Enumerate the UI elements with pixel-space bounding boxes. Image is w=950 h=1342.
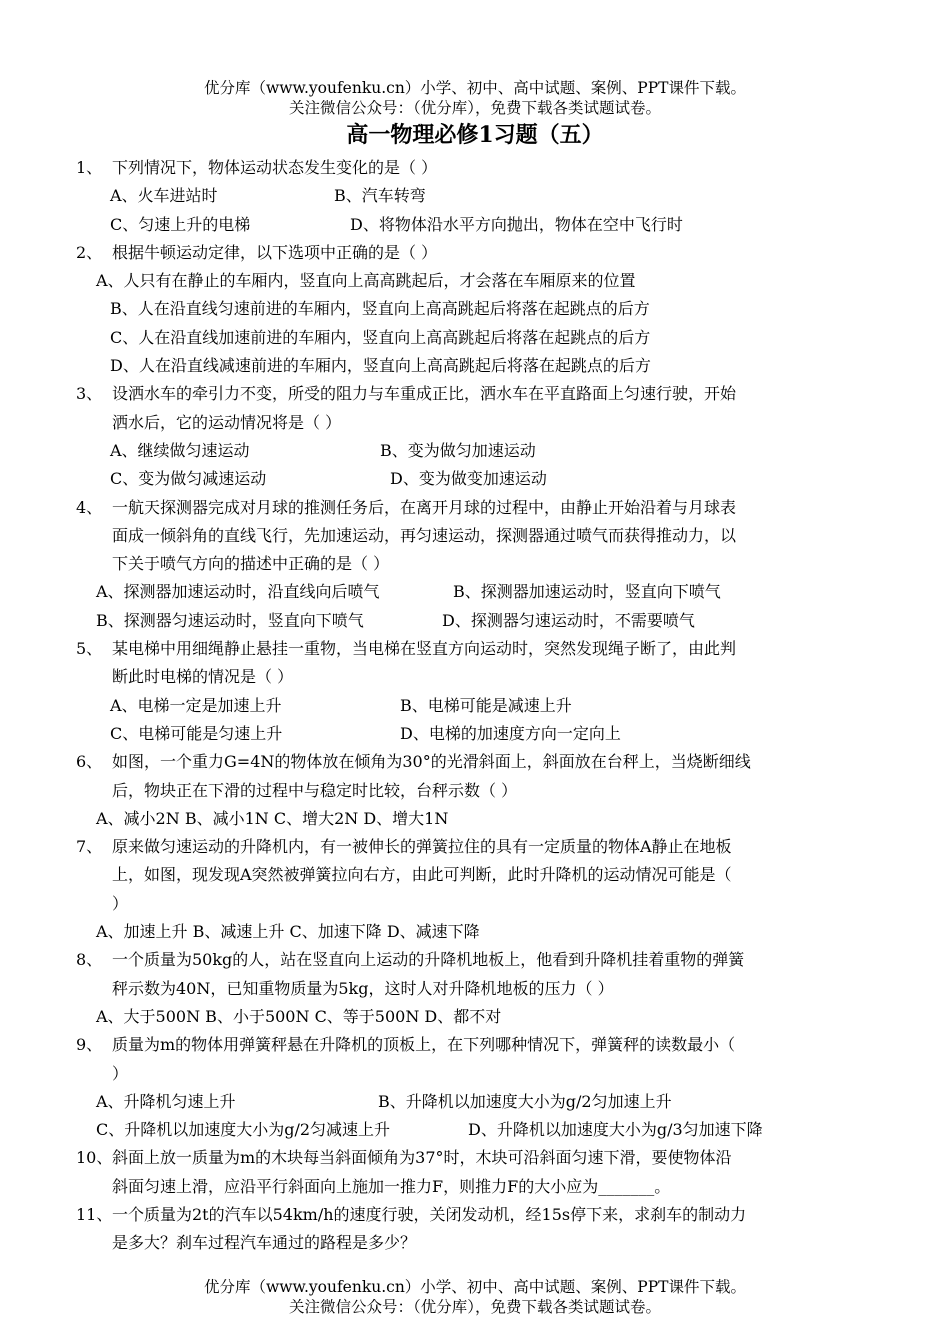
- question-number: 7、: [76, 837, 103, 857]
- question-number: 3、: [76, 384, 103, 404]
- question-5: [76, 635, 876, 663]
- option-c: C、人在沿直线加速前进的车厢内，竖直向上高高跳起后将落在起跳点的后方: [110, 327, 651, 347]
- option-b: B、变为做匀加速运动: [380, 440, 536, 460]
- option-d: D、电梯的加速度方向一定向上: [400, 723, 621, 743]
- question-text: 质量为m的物体用弹簧秤悬在升降机的顶板上，在下列哪种情况下，弹簧秤的读数最小（: [112, 1035, 736, 1055]
- option-a: A、人只有在静止的车厢内，竖直向上高高跳起后，才会落在车厢原来的位置: [96, 271, 636, 291]
- question-number: 1、: [76, 158, 103, 177]
- question-number: 6、: [76, 752, 103, 772]
- question-text: 一个质量为2t的汽车以54km/h的速度行驶，关闭发动机，经15s停下来，求刹车的制动力: [112, 1204, 747, 1224]
- question-text-continued: 面成一倾斜角的直线飞行，先加速运动，再匀速运动，探测器通过喷气而获得推动力，以: [112, 525, 737, 545]
- option-c: C、变为做匀减速运动: [110, 469, 267, 489]
- question-text: 一个质量为50kg的人，站在竖直向上运动的升降机地板上，他看到升降机挂着重物的弹簧: [112, 950, 745, 970]
- option-a: A、升降机匀速上升: [96, 1091, 236, 1111]
- option-a: A、火车进站时: [110, 186, 218, 206]
- option-b: B、升降机以加速度大小为g/2匀加速上升: [378, 1091, 672, 1111]
- question-number: 5、: [76, 639, 103, 659]
- option-b: B、探测器加速运动时，竖直向下喷气: [453, 582, 721, 602]
- question-text-continued: 秤示数为40N，已知重物质量为5kg，这时人对升降机地板的压力（ ）: [112, 978, 614, 998]
- question-4: [76, 494, 876, 522]
- header-line-2: 关注微信公众号：（优分库），免费下载各类试题试卷。: [288, 99, 661, 117]
- question-text-continued: 断此时电梯的情况是（ ）: [112, 667, 294, 687]
- options-row: [76, 182, 876, 210]
- question-number: 4、: [76, 497, 103, 517]
- footer-line-2: 关注微信公众号：（优分库），免费下载各类试题试卷。: [288, 1298, 661, 1316]
- question-text-continued: 后，物块正在下滑的过程中与稳定时比较，台秤示数（ ）: [112, 780, 518, 800]
- question-number: 9、: [76, 1035, 103, 1055]
- options-row: A、大于500N B、小于500N C、等于500N D、都不对: [96, 1006, 502, 1026]
- question-text-continued: 是多大？刹车过程汽车通过的路程是多少？: [112, 1233, 417, 1253]
- options-row: A、加速上升 B、减速上升 C、加速下降 D、减速下降: [96, 922, 480, 942]
- question-6: [76, 748, 876, 776]
- footer-line-1: 优分库（www.youfenku.cn）小学、初中、高中试题、案例、PPT课件下载。: [203, 1278, 747, 1296]
- option-c: B、探测器匀速运动时，竖直向下喷气: [96, 610, 364, 630]
- option-d: D、升降机以加速度大小为g/3匀加速下降: [468, 1120, 763, 1140]
- options-row: [76, 1088, 876, 1116]
- question-text: 一航天探测器完成对月球的推测任务后，在离开月球的过程中，由静止开始沿着与月球表: [112, 497, 737, 517]
- question-3: [76, 380, 876, 408]
- option-a: A、探测器加速运动时，沿直线向后喷气: [96, 582, 380, 602]
- question-number: 8、: [76, 950, 103, 970]
- question-8: [76, 946, 876, 974]
- option-d: D、人在沿直线减速前进的车厢内，竖直向上高高跳起后将落在起跳点的后方: [110, 356, 651, 376]
- question-7: [76, 833, 876, 861]
- option-c: C、匀速上升的电梯: [110, 214, 251, 234]
- question-text: 设洒水车的牵引力不变，所受的阻力与车重成正比，洒水车在平直路面上匀速行驶，开始: [112, 384, 737, 404]
- question-2: [76, 239, 876, 267]
- options-row: [76, 437, 876, 465]
- question-text-continued: ）: [112, 1063, 129, 1083]
- question-number: 10、: [76, 1148, 113, 1168]
- question-text-continued: 下关于喷气方向的描述中正确的是（ ）: [112, 554, 390, 574]
- question-text-continued: 上，如图，现发现A突然被弹簧拉向右方，由此可判断，此时升降机的运动情况可能是（: [112, 865, 732, 885]
- header-line-1: 优分库（www.youfenku.cn）小学、初中、高中试题、案例、PPT课件下载。: [203, 79, 747, 97]
- option-c: C、升降机以加速度大小为g/2匀减速上升: [96, 1120, 391, 1140]
- options-row: [76, 465, 876, 493]
- question-text: 下列情况下，物体运动状态发生变化的是（ ）: [112, 158, 438, 177]
- option-b: B、电梯可能是减速上升: [400, 695, 572, 715]
- question-number: 2、: [76, 242, 103, 262]
- question-text: 斜面上放一质量为m的木块每当斜面倾角为37°时，木块可沿斜面匀速下滑，要使物体沿: [112, 1148, 732, 1168]
- option-c: C、电梯可能是匀速上升: [110, 723, 283, 743]
- question-text-continued: 洒水后，它的运动情况将是（ ）: [112, 412, 342, 432]
- question-1: [76, 154, 876, 182]
- question-text: 如图，一个重力G=4N的物体放在倾角为30°的光滑斜面上，斜面放在台秤上，当烧断细线: [112, 752, 751, 772]
- options-row: [76, 211, 876, 239]
- option-b: B、人在沿直线匀速前进的车厢内，竖直向上高高跳起后将落在起跳点的后方: [110, 299, 650, 319]
- option-a: A、继续做匀速运动: [110, 440, 250, 460]
- question-text: 根据牛顿运动定律，以下选项中正确的是（ ）: [112, 242, 438, 262]
- options-row: [76, 692, 876, 720]
- option-d: D、将物体沿水平方向抛出，物体在空中飞行时: [350, 214, 683, 234]
- options-row: [76, 720, 876, 748]
- options-row: [76, 607, 876, 635]
- question-text-continued: 斜面匀速上滑，应沿平行斜面向上施加一推力F，则推力F的大小应为_______。: [112, 1176, 671, 1196]
- option-a: A、电梯一定是加速上升: [110, 695, 282, 715]
- page-title: 高一物理必修1习题（五）: [346, 122, 604, 148]
- options-row: [76, 578, 876, 606]
- question-text: 某电梯中用细绳静止悬挂一重物，当电梯在竖直方向运动时，突然发现绳子断了，由此判: [112, 639, 737, 659]
- options-row: [76, 1116, 876, 1144]
- question-text: 原来做匀速运动的升降机内，有一被伸长的弹簧拉住的具有一定质量的物体A静止在地板: [112, 837, 732, 857]
- question-10: [76, 1144, 876, 1172]
- option-d: D、变为做变加速运动: [390, 469, 547, 489]
- option-d: D、探测器匀速运动时，不需要喷气: [442, 610, 695, 630]
- question-9: [76, 1031, 876, 1059]
- options-row: A、减小2N B、减小1N C、增大2N D、增大1N: [96, 808, 449, 828]
- question-text-continued: ）: [112, 893, 129, 913]
- question-11: [76, 1201, 876, 1229]
- question-list: [76, 154, 876, 1258]
- option-b: B、汽车转弯: [334, 186, 426, 206]
- question-number: 11、: [76, 1204, 113, 1224]
